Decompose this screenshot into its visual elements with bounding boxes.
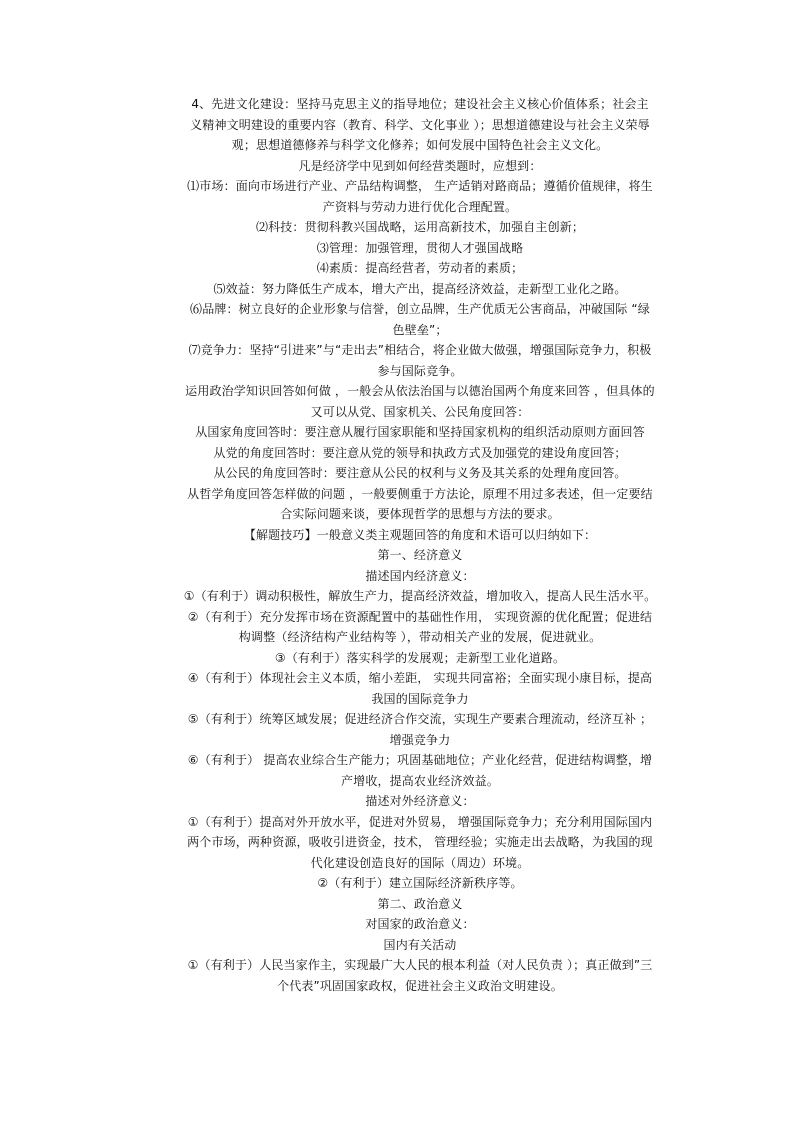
list-item: ⑷素质：提高经营者，劳动者的素质；	[316, 261, 524, 275]
list-item: ⑶管理：加强管理，贯彻人才强国战略	[316, 240, 524, 255]
list-item-continuation: 我国的国际竞争力	[371, 691, 469, 706]
list-item: ①（有利于）调动积极性，解放生产力，提高经济效益，增加收入，提高人民生活水平。	[183, 589, 657, 603]
list-item: ③（有利于）落实科学的发展观；走新型工业化道路。	[274, 650, 566, 665]
list-item: ⑴市场：面向市场进行产业、产品结构调整， 生产适销对路商品；遵循价值规律，将生	[187, 179, 653, 193]
text-line: 从公民的角度回答时：要注意从公民的权利与义务及其关系的处理角度回答。	[213, 466, 627, 480]
text-line: 从国家角度回答时：要注意从履行国家职能和坚持国家机构的组织活动原则方面回答	[195, 425, 645, 439]
subsection-heading: 国内有关活动	[383, 937, 457, 952]
list-item-continuation: 参与国际竞争。	[377, 363, 463, 378]
list-item: ④（有利于）体现社会主义本质，缩小差距， 实现共同富裕；全面实现小康目标，提高	[187, 671, 653, 685]
list-item-continuation: 代化建设创造良好的国际（周边）环境。	[310, 855, 530, 870]
text-line: 4、先进文化建设：坚持马克思主义的指导地位；建设社会主义核心价值体系；社会主	[191, 97, 649, 111]
list-item: ⑸效益：努力降低生产成本，增大产出，提高经济效益，走新型工业化之路。	[213, 281, 627, 296]
section-heading: 第一、经济意义	[377, 548, 463, 562]
list-item: ⑤（有利于）统筹区域发展；促进经济合作交流，实现生产要素合理流动，经济互补 ；	[187, 712, 653, 726]
list-item: ⑥（有利于） 提高农业综合生产能力；巩固基础地位；产业化经营，促进结构调整，增	[187, 753, 653, 767]
section-heading: 【解题技巧】一般意义类主观题回答的角度和术语可以归纳如下：	[243, 527, 597, 542]
list-item: ②（有利于）建立国际经济新秩序等。	[317, 876, 523, 890]
document-body	[160, 94, 680, 996]
list-item: ⑺竞争力：坚持“引进来”与“走出去”相结合，将企业做大做强，增强国际竞争力，积极	[188, 343, 652, 357]
text-line: 从哲学角度回答怎样做的问题 ，一般要侧重于方法论，原理不用过多表述，但一定要结	[187, 486, 653, 501]
text-line: 又可以从党、国家机关、公民角度回答：	[310, 404, 530, 419]
text-line: 观；思想道德修养与科学文化修养；如何发展中国特色社会主义文化。	[231, 138, 609, 152]
text-line: 义精神文明建设的重要内容（教育、科学、文化事业 ）；思想道德建设与社会主义荣辱	[190, 117, 650, 132]
list-item-continuation: 两个市场，两种资源，吸收引进资金，技术， 管理经验；实施走出去战略，为我国的现	[187, 835, 653, 849]
list-item-continuation: 构调整（经济结构产业结构等 ），带动相关产业的发展，促进就业。	[238, 630, 602, 644]
list-item: ②（有利于）充分发挥市场在资源配置中的基础性作用， 实现资源的优化配置；促进结	[187, 609, 653, 624]
list-item: ①（有利于）提高对外开放水平，促进对外贸易， 增强国际竞争力；充分利用国际国内	[187, 814, 653, 829]
list-item: ⑹品牌：树立良好的企业形象与信誉，创立品牌，生产优质无公害商品，冲破国际 “绿	[190, 302, 650, 316]
section-heading: 凡是经济学中见到如何经营类题时，应想到：	[298, 158, 542, 173]
list-item-continuation: 产增收，提高农业经济效益。	[341, 773, 499, 788]
text-line: 运用政治学知识回答如何做 ，一般会从依法治国与以德治国两个角度来回答 ，但具体的	[185, 384, 655, 398]
list-item-continuation: 色壁垒”；	[392, 322, 448, 337]
section-heading: 第二、政治意义	[377, 896, 463, 911]
list-item: ⑵科技：贯彻科教兴国战略，运用高新技术，加强自主创新；	[255, 220, 585, 234]
text-line: 从党的角度回答时：要注意从党的领导和执政方式及加强党的建设角度回答；	[213, 445, 627, 460]
text-line: 合实际问题来谈，要体现哲学的思想与方法的要求。	[280, 507, 560, 521]
subsection-heading: 描述对外经济意义：	[365, 794, 475, 808]
list-item-continuation: 增强竞争力	[389, 732, 451, 747]
list-item-continuation: 个代表”巩固国家政权，促进社会主义政治文明建设。	[277, 978, 563, 993]
subsection-heading: 对国家的政治意义：	[365, 917, 475, 931]
subsection-heading: 描述国内经济意义：	[365, 568, 475, 583]
list-item-continuation: 产资料与劳动力进行优化合理配置。	[322, 199, 518, 214]
list-item: ①（有利于）人民当家作主，实现最广大人民的根本利益（对人民负责 ）；真正做到”三	[187, 958, 653, 972]
